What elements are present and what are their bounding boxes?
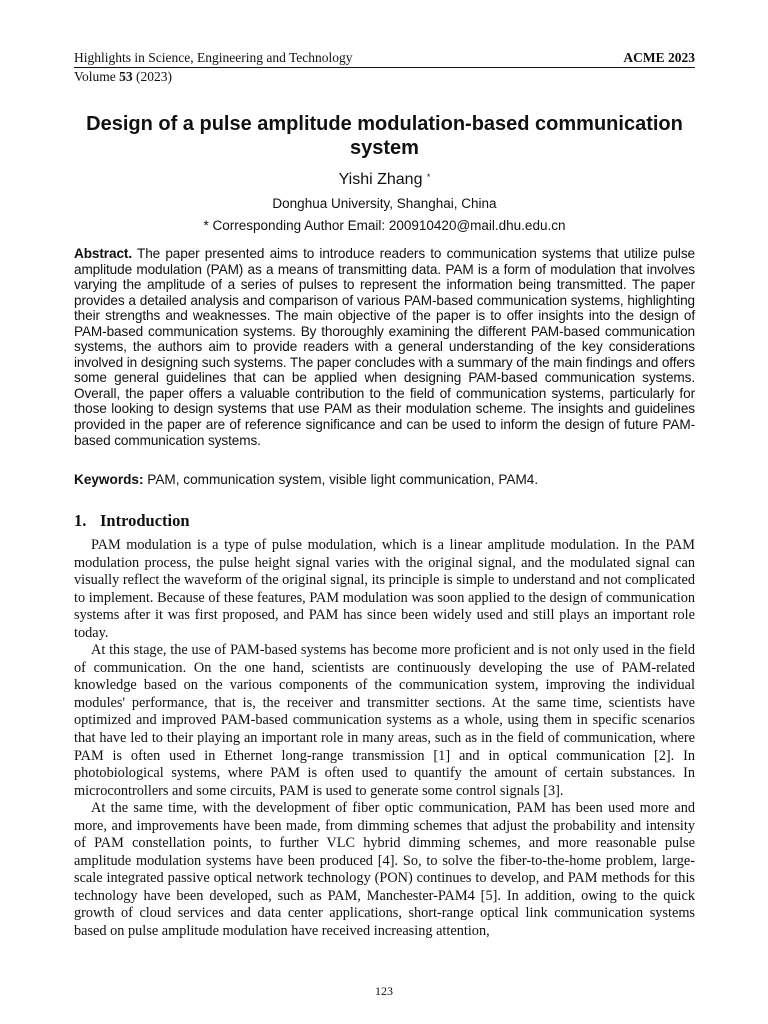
paragraph: At this stage, the use of PAM-based systems has become more proficient and is not only used in the field of communication. On the one hand, scientists are continuously developing the use of PAM-related knowledge based on the various components of the communication system, improving the individual modules' performance, that is, the receiver and transmitter sections. At the same time, scientists have optimized and improved PAM-based communication systems as a whole, using them in specific scenarios that have led to their playing an important role in many areas, such as in the field of communication, where PAM is often used in Ethernet long-range transmission [1] and in optical communication [2]. In photobiological systems, where PAM is often used to quantify the amount of certain substances. In microcontrollers and some circuits, PAM is used to generate some control signals [3]. (74, 642, 695, 799)
running-header (74, 50, 695, 85)
volume-year: (2023) (132, 69, 173, 84)
abstract-label: Abstract. (74, 246, 133, 261)
corresponding-email: * Corresponding Author Email: 200910420@mail.dhu.edu.cn (203, 218, 566, 233)
author-name: Yishi Zhang (338, 171, 423, 188)
corresponding-marker: * (426, 172, 431, 182)
section-number: 1. (74, 511, 87, 530)
paper-title: Design of a pulse amplitude modulation-based communication system (86, 113, 683, 159)
conference-name: ACME 2023 (623, 50, 695, 65)
abstract (74, 246, 695, 448)
page-number: 123 (375, 984, 393, 998)
journal-name: Highlights in Science, Engineering and Technology (74, 50, 353, 65)
keywords (74, 472, 695, 488)
volume-line (74, 69, 695, 85)
volume-prefix: Volume (74, 69, 120, 84)
body-text (74, 537, 695, 941)
author-line (74, 171, 695, 189)
keywords-text: PAM, communication system, visible light communication, PAM4. (147, 472, 539, 487)
section-title: Introduction (100, 511, 190, 530)
section-heading (74, 511, 190, 531)
affiliation: Donghua University, Shanghai, China (272, 196, 497, 211)
paragraph: PAM modulation is a type of pulse modulation, which is a linear amplitude modulation. In the PAM modulation process, the pulse height signal varies with the original signal, and the modulated signal can visually reflect the waveform of the original signal, its principle is simple to understand and not complicated to implement. Because of these features, PAM modulation was soon applied to the design of communication systems after it was first proposed, and PAM has since been widely used and still plays an important role today. (74, 537, 695, 641)
header-top-row (74, 50, 695, 68)
keywords-label: Keywords: (74, 472, 144, 487)
abstract-text: The paper presented aims to introduce readers to communication systems that utilize pulse amplitude modulation (PAM) as a means of transmitting data. PAM is a form of modulation that involves varying the amplitude of a series of pulses to represent the information being transmitted. The paper provides a detailed analysis and comparison of various PAM-based communication systems, highlighting their strengths and weaknesses. The main objective of the paper is to offer insights into the design of PAM-based communication systems. By thoroughly examining the different PAM-based communication systems, the authors aim to provide readers with a general understanding of the key considerations involved in designing such systems. The paper concludes with a summary of the main findings and offers some general guidelines that can be applied when designing PAM-based communication systems. Overall, the paper offers a valuable contribution to the field of communication systems, particularly for those looking to design systems that use PAM as their modulation scheme. The insights and guidelines provided in the paper are of reference significance and can be used to inform the design of future PAM-based communication systems. (74, 246, 695, 448)
volume-number: 53 (119, 69, 133, 84)
paragraph: At the same time, with the development of fiber optic communication, PAM has been used more and more, and improvements have been made, from dimming schemes that adjust the probability and intensity of PAM constellation points, to further VLC hybrid dimming schemes, and more reasonable pulse amplitude modulation systems have been produced [4]. So, to solve the fiber-to-the-home problem, large-scale integrated passive optical network technology (PON) continues to develop, and PAM methods for this technology have been developed, such as PAM, Manchester-PAM4 [5]. In addition, owing to the quick growth of cloud services and data center applications, short-range optical link communication systems based on pulse amplitude modulation have received increasing attention, (74, 800, 695, 940)
